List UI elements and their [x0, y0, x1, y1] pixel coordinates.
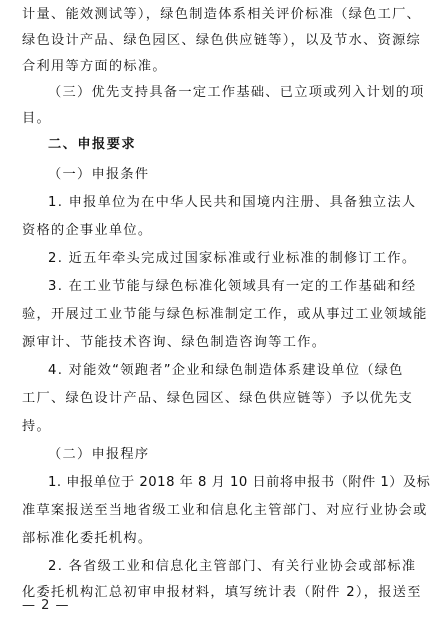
- page-number: — 2 —: [22, 598, 70, 613]
- text-line: 源审计、节能技术咨询、绿色制造咨询等工作。: [22, 335, 327, 350]
- text-line: 2. 各省级工业和信息化主管部门、有关行业协会或部标准: [48, 559, 417, 574]
- text-line: 3. 在工业节能与绿色标准化领域具有一定的工作基础和经: [48, 279, 417, 294]
- text-line: 1. 申报单位为在中华人民共和国境内注册、具备独立法人: [48, 195, 417, 210]
- text-line: 化委托机构汇总初审申报材料，填写统计表（附件 2），报送至: [22, 585, 422, 600]
- text-line: （三）优先支持具备一定工作基础、已立项或列入计划的项: [48, 85, 425, 100]
- text-line: 绿色设计产品、绿色园区、绿色供应链等），以及节水、资源综: [22, 33, 422, 48]
- text-line: 2. 近五年牵头完成过国家标准或行业标准的制修订工作。: [48, 251, 417, 266]
- text-line: 工厂、绿色设计产品、绿色园区、绿色供应链等）予以优先支: [22, 391, 414, 406]
- text-line: 计量、能效测试等），绿色制造体系相关评价标准（绿色工厂、: [22, 7, 422, 22]
- text-line: 目。: [22, 111, 51, 126]
- text-line: 持。: [22, 419, 51, 434]
- text-line: 准草案报送至当地省级工业和信息化主管部门、对应行业协会或: [22, 503, 428, 518]
- section-heading: 二、申报要求: [48, 137, 137, 152]
- text-line: 合利用等方面的标准。: [22, 59, 167, 74]
- subsection-heading: （一）申报条件: [48, 167, 150, 182]
- text-line: 部标准化委托机构。: [22, 531, 153, 546]
- text-line: 资格的企事业单位。: [22, 223, 153, 238]
- text-line: 1. 申报单位于 2018 年 8 月 10 日前将申报书（附件 1）及标: [48, 475, 431, 490]
- text-line: 验，开展过工业节能与绿色标准制定工作，或从事过工业领域能: [22, 307, 428, 322]
- text-line: 4. 对能效“领跑者”企业和绿色制造体系建设单位（绿色: [48, 363, 404, 378]
- subsection-heading: （二）申报程序: [48, 447, 150, 462]
